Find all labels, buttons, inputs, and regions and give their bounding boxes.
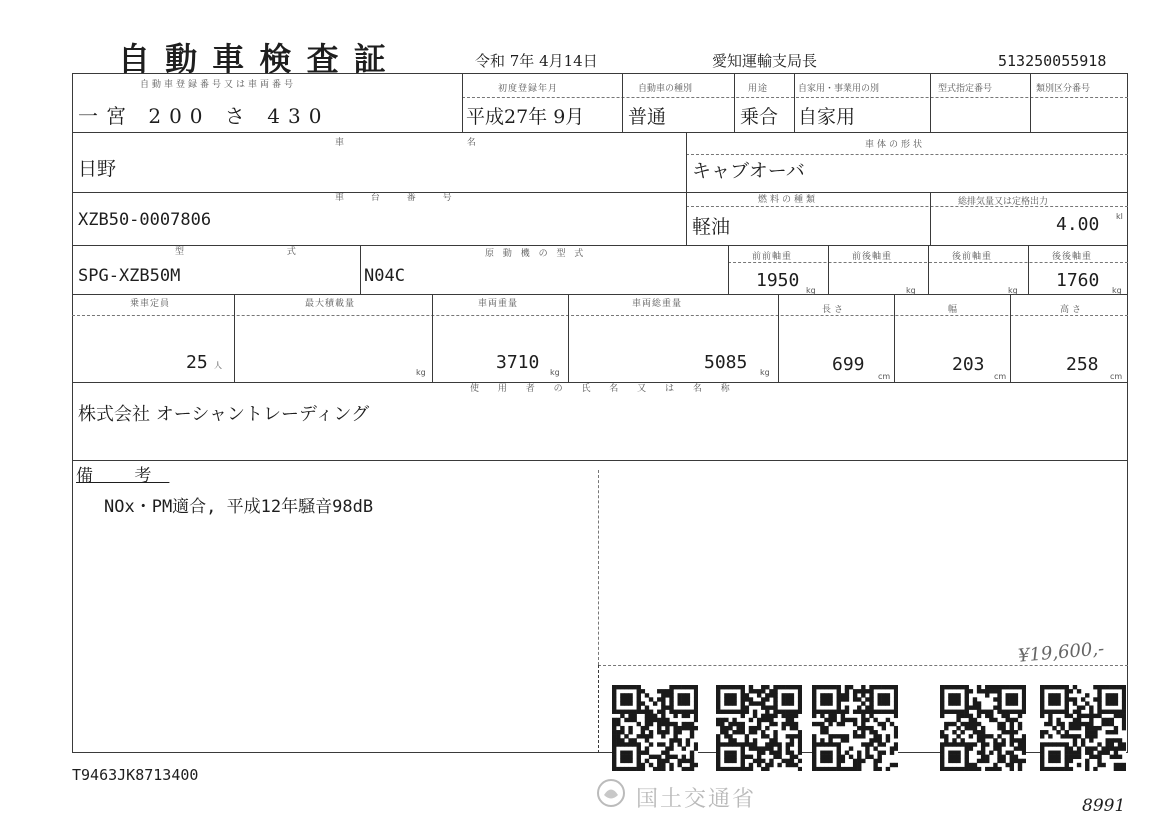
footer-number: 8991 bbox=[1082, 796, 1126, 816]
label-gross-weight: 車両総重量 bbox=[632, 299, 683, 309]
label-registration: 自動車登録番号又は車両番号 bbox=[140, 80, 297, 90]
certificate-title: 自 動 車 検 査 証 bbox=[118, 40, 388, 78]
label-vehicle-kind: 自動車の種別 bbox=[638, 84, 693, 94]
label-fr-axle: 前後軸重 bbox=[852, 252, 893, 262]
use: 乗合 bbox=[740, 106, 779, 128]
notes-heading: 備 考 bbox=[76, 466, 170, 486]
label-body-shape: 車体の形状 bbox=[865, 140, 926, 150]
footer-code: T9463JK8713400 bbox=[72, 766, 199, 784]
unit-kg: kg bbox=[416, 368, 426, 377]
vehicle-kind: 普通 bbox=[628, 106, 667, 128]
width-value: 203 bbox=[952, 354, 985, 375]
displacement: 4.00 bbox=[1056, 214, 1100, 235]
unit-kl: kl bbox=[1116, 212, 1123, 221]
vehicle-weight: 3710 bbox=[496, 352, 540, 373]
label-width: 幅 bbox=[948, 305, 961, 315]
label-type-designation: 型式指定番号 bbox=[938, 84, 993, 94]
unit-kg: kg bbox=[806, 286, 816, 295]
qr-code bbox=[716, 685, 802, 771]
gross-weight: 5085 bbox=[704, 352, 748, 373]
body-shape: キャブオーバ bbox=[692, 160, 805, 182]
engine-model: N04C bbox=[364, 266, 405, 286]
label-capacity: 乗車定員 bbox=[130, 299, 171, 309]
label-max-load: 最大積載量 bbox=[305, 299, 356, 309]
unit-kg: kg bbox=[906, 286, 916, 295]
unit-cm: cm bbox=[878, 372, 891, 381]
handwritten-price: ¥19,600,- bbox=[1017, 638, 1106, 667]
label-fuel: 燃料の種類 bbox=[758, 195, 819, 205]
fuel-type: 軽油 bbox=[692, 216, 731, 238]
label-ff-axle: 前前軸重 bbox=[752, 252, 793, 262]
label-rr-axle: 後後軸重 bbox=[1052, 252, 1093, 262]
passenger-capacity: 25 bbox=[186, 352, 208, 373]
label-category-number: 類別区分番号 bbox=[1036, 84, 1091, 94]
maker: 日野 bbox=[78, 158, 117, 180]
label-engine-model: 原 動 機 の 型 式 bbox=[485, 249, 587, 259]
label-maker: 車 名 bbox=[335, 138, 536, 148]
user-name: 株式会社 オーシャントレーディング bbox=[78, 404, 370, 425]
label-private-business: 自家用・事業用の別 bbox=[798, 84, 880, 94]
label-length: 長さ bbox=[822, 305, 847, 315]
label-first-registration: 初度登録年月 bbox=[498, 84, 559, 94]
private-business: 自家用 bbox=[798, 106, 856, 128]
label-displacement: 総排気量又は定格出力 bbox=[958, 197, 1049, 207]
ministry-name: 国土交通省 bbox=[636, 787, 757, 812]
label-use: 用途 bbox=[748, 84, 769, 94]
unit-cm: cm bbox=[994, 372, 1007, 381]
label-rf-axle: 後前軸重 bbox=[952, 252, 993, 262]
registration-number: 一宮 200 さ 430 bbox=[78, 104, 330, 128]
first-registration: 平成27年 9月 bbox=[466, 106, 585, 128]
serial-number: 513250055918 bbox=[998, 52, 1107, 70]
unit-kg: kg bbox=[1008, 286, 1018, 295]
label-vehicle-weight: 車両重量 bbox=[478, 299, 519, 309]
model: SPG-XZB50M bbox=[78, 266, 181, 286]
ff-axle-weight: 1950 bbox=[756, 270, 800, 291]
label-user: 使 用 者 の 氏 名 又 は 名 称 bbox=[470, 384, 738, 394]
chassis-number: XZB50-0007806 bbox=[78, 210, 212, 230]
qr-code bbox=[812, 685, 898, 771]
unit-kg: kg bbox=[1112, 286, 1122, 295]
length-value: 699 bbox=[832, 354, 865, 375]
label-model: 型 式 bbox=[175, 247, 346, 257]
issue-date: 令和 7年 4月14日 bbox=[475, 52, 598, 70]
unit-person: 人 bbox=[214, 361, 222, 370]
issuer: 愛知運輸支局長 bbox=[712, 52, 818, 70]
qr-code bbox=[612, 685, 698, 771]
qr-code bbox=[940, 685, 1026, 771]
unit-kg: kg bbox=[550, 368, 560, 377]
rr-axle-weight: 1760 bbox=[1056, 270, 1100, 291]
height-value: 258 bbox=[1066, 354, 1099, 375]
unit-cm: cm bbox=[1110, 372, 1123, 381]
ministry-logo bbox=[596, 778, 626, 808]
qr-code bbox=[1040, 685, 1126, 771]
unit-kg: kg bbox=[760, 368, 770, 377]
notes-text: NOx・PM適合, 平成12年騒音98dB bbox=[104, 497, 374, 517]
label-chassis: 車 台 番 号 bbox=[335, 193, 464, 203]
label-height: 高さ bbox=[1060, 305, 1085, 315]
